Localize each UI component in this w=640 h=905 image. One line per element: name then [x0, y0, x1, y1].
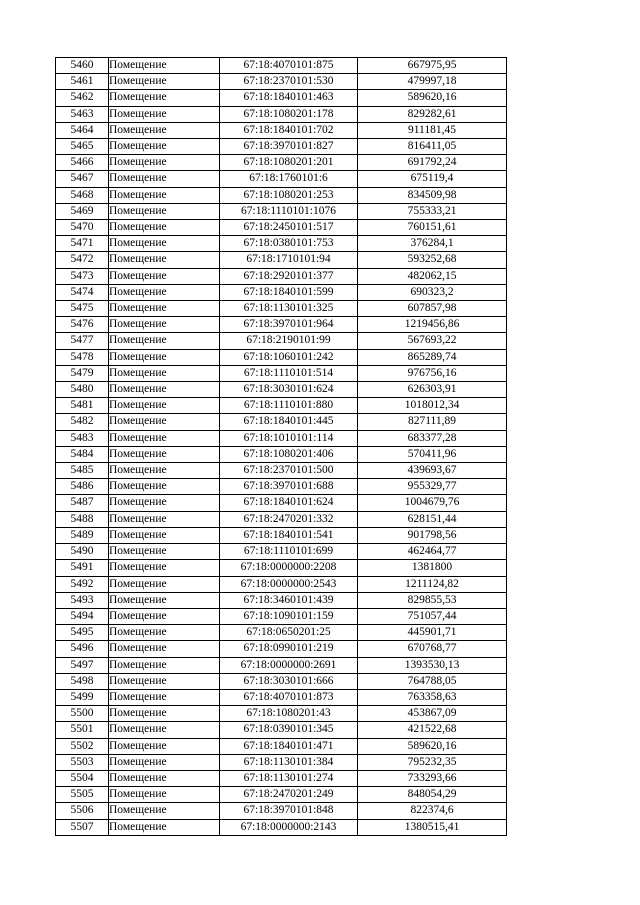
- object-type-cell: Помещение: [109, 479, 220, 495]
- table-row: [56, 689, 507, 705]
- object-type-cell: Помещение: [109, 463, 220, 479]
- row-number-cell: 5490: [56, 544, 109, 560]
- cadastral-value-cell: 589620,16: [358, 90, 507, 106]
- row-number-cell: 5491: [56, 560, 109, 576]
- cadastral-value-cell: 421522,68: [358, 722, 507, 738]
- cadastral-number-cell: 67:18:1080201:178: [220, 106, 358, 122]
- cadastral-value-cell: 589620,16: [358, 738, 507, 754]
- object-type-cell: Помещение: [109, 673, 220, 689]
- cadastral-value-cell: 439693,67: [358, 463, 507, 479]
- object-type-cell: Помещение: [109, 446, 220, 462]
- row-number-cell: 5482: [56, 414, 109, 430]
- table-row: [56, 511, 507, 527]
- row-number-cell: 5467: [56, 171, 109, 187]
- object-type-cell: Помещение: [109, 365, 220, 381]
- cadastral-number-cell: 67:18:1010101:114: [220, 430, 358, 446]
- row-number-cell: 5485: [56, 463, 109, 479]
- cadastral-value-cell: 690323,2: [358, 284, 507, 300]
- table-row: [56, 398, 507, 414]
- object-type-cell: Помещение: [109, 349, 220, 365]
- cadastral-number-cell: 67:18:2370101:530: [220, 74, 358, 90]
- table-row: [56, 430, 507, 446]
- object-type-cell: Помещение: [109, 706, 220, 722]
- cadastral-value-cell: 822374,6: [358, 803, 507, 819]
- row-number-cell: 5504: [56, 770, 109, 786]
- table-row: [56, 754, 507, 770]
- table-row: [56, 625, 507, 641]
- cadastral-value-cell: 827111,89: [358, 414, 507, 430]
- object-type-cell: Помещение: [109, 317, 220, 333]
- table-row: [56, 673, 507, 689]
- object-type-cell: Помещение: [109, 495, 220, 511]
- object-type-cell: Помещение: [109, 592, 220, 608]
- object-type-cell: Помещение: [109, 560, 220, 576]
- table-row: [56, 171, 507, 187]
- row-number-cell: 5465: [56, 139, 109, 155]
- object-type-cell: Помещение: [109, 803, 220, 819]
- cadastral-number-cell: 67:18:4070101:873: [220, 689, 358, 705]
- cadastral-number-cell: 67:18:4070101:875: [220, 58, 358, 74]
- cadastral-number-cell: 67:18:1110101:880: [220, 398, 358, 414]
- cadastral-value-cell: 479997,18: [358, 74, 507, 90]
- cadastral-value-cell: 445901,71: [358, 625, 507, 641]
- table-row: [56, 738, 507, 754]
- table-row: [56, 236, 507, 252]
- cadastral-number-cell: 67:18:1080201:253: [220, 187, 358, 203]
- cadastral-number-cell: 67:18:1110101:514: [220, 365, 358, 381]
- table-row: [56, 284, 507, 300]
- row-number-cell: 5461: [56, 74, 109, 90]
- table-row: [56, 787, 507, 803]
- row-number-cell: 5507: [56, 819, 109, 835]
- table-row: [56, 495, 507, 511]
- cadastral-number-cell: 67:18:2190101:99: [220, 333, 358, 349]
- cadastral-number-cell: 67:18:1710101:94: [220, 252, 358, 268]
- object-type-cell: Помещение: [109, 203, 220, 219]
- row-number-cell: 5475: [56, 301, 109, 317]
- cadastral-number-cell: 67:18:1840101:541: [220, 527, 358, 543]
- object-type-cell: Помещение: [109, 770, 220, 786]
- row-number-cell: 5470: [56, 220, 109, 236]
- table-row: [56, 155, 507, 171]
- table-row: [56, 122, 507, 138]
- row-number-cell: 5472: [56, 252, 109, 268]
- cadastral-number-cell: 67:18:1060101:242: [220, 349, 358, 365]
- cadastral-value-cell: 1393530,13: [358, 657, 507, 673]
- cadastral-value-cell: 1381800: [358, 560, 507, 576]
- cadastral-number-cell: 67:18:1840101:624: [220, 495, 358, 511]
- cadastral-value-cell: 453867,09: [358, 706, 507, 722]
- table-row: [56, 414, 507, 430]
- object-type-cell: Помещение: [109, 641, 220, 657]
- table-row: [56, 544, 507, 560]
- object-type-cell: Помещение: [109, 738, 220, 754]
- table-row: [56, 706, 507, 722]
- cadastral-number-cell: 67:18:1840101:599: [220, 284, 358, 300]
- row-number-cell: 5497: [56, 657, 109, 673]
- cadastral-number-cell: 67:18:1840101:463: [220, 90, 358, 106]
- row-number-cell: 5498: [56, 673, 109, 689]
- object-type-cell: Помещение: [109, 301, 220, 317]
- table-row: [56, 317, 507, 333]
- cadastral-number-cell: 67:18:0990101:219: [220, 641, 358, 657]
- cadastral-number-cell: 67:18:2450101:517: [220, 220, 358, 236]
- cadastral-number-cell: 67:18:0380101:753: [220, 236, 358, 252]
- cadastral-value-cell: 733293,66: [358, 770, 507, 786]
- object-type-cell: Помещение: [109, 398, 220, 414]
- object-type-cell: Помещение: [109, 252, 220, 268]
- cadastral-number-cell: 67:18:0000000:2691: [220, 657, 358, 673]
- object-type-cell: Помещение: [109, 608, 220, 624]
- cadastral-number-cell: 67:18:0000000:2208: [220, 560, 358, 576]
- row-number-cell: 5473: [56, 268, 109, 284]
- cadastral-value-cell: 834509,98: [358, 187, 507, 203]
- cadastral-value-cell: 795232,35: [358, 754, 507, 770]
- cadastral-value-cell: 829855,53: [358, 592, 507, 608]
- table-row: [56, 382, 507, 398]
- object-type-cell: Помещение: [109, 787, 220, 803]
- table-row: [56, 365, 507, 381]
- table-row: [56, 803, 507, 819]
- table-row: [56, 641, 507, 657]
- object-type-cell: Помещение: [109, 106, 220, 122]
- cadastral-number-cell: 67:18:1080201:201: [220, 155, 358, 171]
- row-number-cell: 5479: [56, 365, 109, 381]
- cadastral-number-cell: 67:18:2920101:377: [220, 268, 358, 284]
- row-number-cell: 5474: [56, 284, 109, 300]
- object-type-cell: Помещение: [109, 414, 220, 430]
- cadastral-number-cell: 67:18:3970101:848: [220, 803, 358, 819]
- cadastral-value-cell: 911181,45: [358, 122, 507, 138]
- row-number-cell: 5488: [56, 511, 109, 527]
- object-type-cell: Помещение: [109, 819, 220, 835]
- cadastral-value-cell: 607857,98: [358, 301, 507, 317]
- table-row: [56, 74, 507, 90]
- row-number-cell: 5503: [56, 754, 109, 770]
- cadastral-value-cell: 1211124,82: [358, 576, 507, 592]
- cadastral-value-cell: 462464,77: [358, 544, 507, 560]
- row-number-cell: 5466: [56, 155, 109, 171]
- object-type-cell: Помещение: [109, 754, 220, 770]
- table-row: [56, 187, 507, 203]
- row-number-cell: 5480: [56, 382, 109, 398]
- cadastral-value-cell: 683377,28: [358, 430, 507, 446]
- cadastral-number-cell: 67:18:1130101:274: [220, 770, 358, 786]
- object-type-cell: Помещение: [109, 122, 220, 138]
- row-number-cell: 5487: [56, 495, 109, 511]
- row-number-cell: 5501: [56, 722, 109, 738]
- row-number-cell: 5493: [56, 592, 109, 608]
- cadastral-value-cell: 760151,61: [358, 220, 507, 236]
- cadastral-value-cell: 482062,15: [358, 268, 507, 284]
- object-type-cell: Помещение: [109, 527, 220, 543]
- cadastral-number-cell: 67:18:1080201:43: [220, 706, 358, 722]
- cadastral-number-cell: 67:18:0650201:25: [220, 625, 358, 641]
- object-type-cell: Помещение: [109, 544, 220, 560]
- cadastral-value-cell: 976756,16: [358, 365, 507, 381]
- cadastral-value-cell: 763358,63: [358, 689, 507, 705]
- row-number-cell: 5496: [56, 641, 109, 657]
- cadastral-number-cell: 67:18:2470201:249: [220, 787, 358, 803]
- cadastral-value-cell: 1219456,86: [358, 317, 507, 333]
- cadastral-number-cell: 67:18:2370101:500: [220, 463, 358, 479]
- object-type-cell: Помещение: [109, 187, 220, 203]
- row-number-cell: 5477: [56, 333, 109, 349]
- object-type-cell: Помещение: [109, 171, 220, 187]
- table-row: [56, 203, 507, 219]
- cadastral-value-cell: 628151,44: [358, 511, 507, 527]
- table-row: [56, 106, 507, 122]
- table-row: [56, 58, 507, 74]
- cadastral-value-cell: 670768,77: [358, 641, 507, 657]
- row-number-cell: 5483: [56, 430, 109, 446]
- cadastral-number-cell: 67:18:1090101:159: [220, 608, 358, 624]
- table-row: [56, 608, 507, 624]
- cadastral-number-cell: 67:18:2470201:332: [220, 511, 358, 527]
- cadastral-number-cell: 67:18:1110101:1076: [220, 203, 358, 219]
- cadastral-value-cell: 593252,68: [358, 252, 507, 268]
- table-row: [56, 527, 507, 543]
- row-number-cell: 5506: [56, 803, 109, 819]
- row-number-cell: 5505: [56, 787, 109, 803]
- cadastral-value-cell: 764788,05: [358, 673, 507, 689]
- cadastral-number-cell: 67:18:1840101:445: [220, 414, 358, 430]
- object-type-cell: Помещение: [109, 74, 220, 90]
- row-number-cell: 5502: [56, 738, 109, 754]
- row-number-cell: 5500: [56, 706, 109, 722]
- table-row: [56, 139, 507, 155]
- row-number-cell: 5476: [56, 317, 109, 333]
- table-row: [56, 90, 507, 106]
- cadastral-value-cell: 570411,96: [358, 446, 507, 462]
- table-row: [56, 560, 507, 576]
- cadastral-number-cell: 67:18:1130101:325: [220, 301, 358, 317]
- row-number-cell: 5463: [56, 106, 109, 122]
- object-type-cell: Помещение: [109, 284, 220, 300]
- registry-table: [55, 57, 507, 836]
- table-row: [56, 333, 507, 349]
- cadastral-value-cell: 667975,95: [358, 58, 507, 74]
- row-number-cell: 5484: [56, 446, 109, 462]
- row-number-cell: 5468: [56, 187, 109, 203]
- row-number-cell: 5481: [56, 398, 109, 414]
- object-type-cell: Помещение: [109, 689, 220, 705]
- table-row: [56, 657, 507, 673]
- cadastral-value-cell: 691792,24: [358, 155, 507, 171]
- row-number-cell: 5486: [56, 479, 109, 495]
- cadastral-value-cell: 1018012,34: [358, 398, 507, 414]
- table-row: [56, 479, 507, 495]
- cadastral-value-cell: 865289,74: [358, 349, 507, 365]
- object-type-cell: Помещение: [109, 90, 220, 106]
- object-type-cell: Помещение: [109, 625, 220, 641]
- cadastral-value-cell: 848054,29: [358, 787, 507, 803]
- object-type-cell: Помещение: [109, 576, 220, 592]
- cadastral-number-cell: 67:18:1080201:406: [220, 446, 358, 462]
- cadastral-number-cell: 67:18:3970101:964: [220, 317, 358, 333]
- cadastral-number-cell: 67:18:0000000:2543: [220, 576, 358, 592]
- cadastral-value-cell: 751057,44: [358, 608, 507, 624]
- table-row: [56, 446, 507, 462]
- cadastral-number-cell: 67:18:1130101:384: [220, 754, 358, 770]
- table-row: [56, 819, 507, 835]
- table-row: [56, 349, 507, 365]
- object-type-cell: Помещение: [109, 139, 220, 155]
- row-number-cell: 5462: [56, 90, 109, 106]
- table-row: [56, 592, 507, 608]
- table-row: [56, 770, 507, 786]
- table-row: [56, 268, 507, 284]
- object-type-cell: Помещение: [109, 220, 220, 236]
- cadastral-number-cell: 67:18:0000000:2143: [220, 819, 358, 835]
- table-row: [56, 252, 507, 268]
- cadastral-number-cell: 67:18:1110101:699: [220, 544, 358, 560]
- object-type-cell: Помещение: [109, 236, 220, 252]
- cadastral-value-cell: 829282,61: [358, 106, 507, 122]
- cadastral-number-cell: 67:18:0390101:345: [220, 722, 358, 738]
- row-number-cell: 5471: [56, 236, 109, 252]
- table-row: [56, 220, 507, 236]
- table-row: [56, 301, 507, 317]
- object-type-cell: Помещение: [109, 155, 220, 171]
- object-type-cell: Помещение: [109, 58, 220, 74]
- row-number-cell: 5464: [56, 122, 109, 138]
- cadastral-number-cell: 67:18:3030101:666: [220, 673, 358, 689]
- row-number-cell: 5492: [56, 576, 109, 592]
- row-number-cell: 5489: [56, 527, 109, 543]
- object-type-cell: Помещение: [109, 382, 220, 398]
- cadastral-value-cell: 816411,05: [358, 139, 507, 155]
- object-type-cell: Помещение: [109, 657, 220, 673]
- cadastral-number-cell: 67:18:1840101:702: [220, 122, 358, 138]
- table-row: [56, 576, 507, 592]
- row-number-cell: 5495: [56, 625, 109, 641]
- cadastral-value-cell: 955329,77: [358, 479, 507, 495]
- cadastral-number-cell: 67:18:3970101:827: [220, 139, 358, 155]
- table-row: [56, 722, 507, 738]
- cadastral-number-cell: 67:18:3030101:624: [220, 382, 358, 398]
- object-type-cell: Помещение: [109, 722, 220, 738]
- cadastral-number-cell: 67:18:1840101:471: [220, 738, 358, 754]
- cadastral-value-cell: 626303,91: [358, 382, 507, 398]
- table-row: [56, 463, 507, 479]
- row-number-cell: 5494: [56, 608, 109, 624]
- cadastral-value-cell: 755333,21: [358, 203, 507, 219]
- cadastral-value-cell: 376284,1: [358, 236, 507, 252]
- registry-table-body: [56, 58, 507, 836]
- row-number-cell: 5460: [56, 58, 109, 74]
- object-type-cell: Помещение: [109, 333, 220, 349]
- object-type-cell: Помещение: [109, 430, 220, 446]
- cadastral-number-cell: 67:18:1760101:6: [220, 171, 358, 187]
- cadastral-number-cell: 67:18:3970101:688: [220, 479, 358, 495]
- cadastral-value-cell: 567693,22: [358, 333, 507, 349]
- cadastral-value-cell: 675119,4: [358, 171, 507, 187]
- cadastral-number-cell: 67:18:3460101:439: [220, 592, 358, 608]
- cadastral-value-cell: 1004679,76: [358, 495, 507, 511]
- object-type-cell: Помещение: [109, 511, 220, 527]
- cadastral-value-cell: 1380515,41: [358, 819, 507, 835]
- object-type-cell: Помещение: [109, 268, 220, 284]
- row-number-cell: 5469: [56, 203, 109, 219]
- row-number-cell: 5478: [56, 349, 109, 365]
- row-number-cell: 5499: [56, 689, 109, 705]
- cadastral-value-cell: 901798,56: [358, 527, 507, 543]
